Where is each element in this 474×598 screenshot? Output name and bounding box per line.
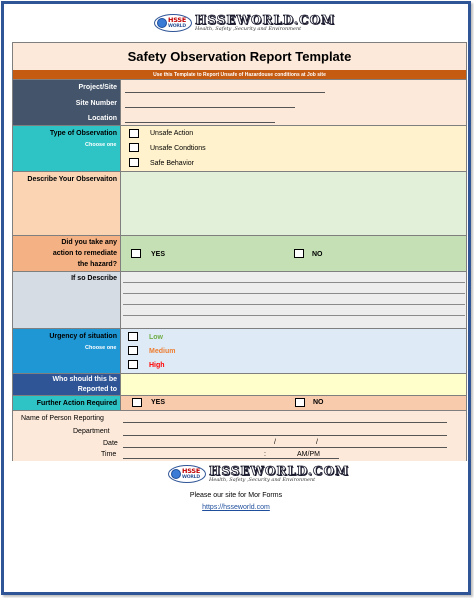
further-no-label: NO	[313, 399, 324, 406]
location-label: Location	[87, 115, 117, 122]
date-field[interactable]	[123, 447, 447, 448]
further-no-checkbox[interactable]	[295, 398, 305, 407]
unsafe-conditions-option: Unsafe Condtions	[150, 145, 206, 152]
if-so-line-2	[123, 293, 465, 294]
remediate-label-line-1: Did you take any	[61, 239, 117, 246]
time-separator: :	[264, 451, 266, 458]
globe-icon	[157, 18, 167, 28]
further-action-section	[13, 395, 466, 410]
urgency-values	[121, 329, 466, 373]
further-action-values	[121, 396, 466, 410]
bottom-logo	[168, 465, 349, 483]
time-ampm: AM/PM	[297, 451, 320, 458]
name-label: Name of Person Reporting	[21, 415, 104, 422]
safe-behavior-option: Safe Behavior	[150, 160, 194, 167]
remediate-label-line-3: the hazard?	[77, 261, 117, 268]
remediate-label-cell	[13, 236, 121, 271]
logo-tagline: Health, Safety ,Security and Environment	[209, 477, 316, 483]
site-number-label: Site Number	[75, 100, 117, 107]
reporter-section	[13, 410, 466, 461]
urgency-medium-checkbox[interactable]	[128, 346, 138, 355]
date-label: Date	[103, 440, 118, 447]
remediate-yes-label: YES	[151, 251, 166, 258]
project-section	[13, 79, 466, 125]
describe-section	[13, 171, 466, 235]
logo-badge-bottom	[168, 465, 206, 483]
urgency-section	[13, 328, 466, 373]
project-values	[121, 80, 466, 125]
safe-behavior-checkbox[interactable]	[129, 158, 139, 167]
form-title: Safety Observation Report Template	[13, 43, 466, 70]
top-logo	[154, 14, 335, 32]
globe-icon	[171, 469, 181, 479]
report-to-label-line-2: Reported to	[77, 386, 117, 393]
urgency-label: Urgency of situation	[49, 333, 117, 340]
project-site-label: Project/Site	[78, 84, 117, 91]
document-page	[1, 1, 471, 595]
urgency-hint: Choose one	[85, 345, 117, 351]
if-so-line-1	[123, 282, 465, 283]
location-field[interactable]	[125, 122, 275, 123]
remediate-no-label: NO	[312, 251, 323, 258]
time-label: Time	[101, 451, 117, 458]
project-site-field[interactable]	[125, 92, 325, 93]
date-separator-2: /	[316, 439, 318, 446]
unsafe-action-option: Unsafe Action	[150, 130, 194, 137]
type-values	[121, 126, 466, 171]
urgency-medium-option: Medium	[149, 348, 176, 355]
urgency-high-checkbox[interactable]	[128, 360, 138, 369]
logo-badge-text: HSSE	[182, 467, 201, 475]
remediate-no-checkbox[interactable]	[294, 249, 304, 258]
describe-label-cell	[13, 172, 121, 235]
department-label: Department	[73, 428, 110, 435]
logo-badge-subtext: WORLD	[168, 24, 186, 29]
if-so-field[interactable]	[121, 272, 466, 328]
footer-link[interactable]: https://hsseworld.com	[202, 504, 270, 511]
unsafe-action-checkbox[interactable]	[129, 129, 139, 138]
project-labels	[13, 80, 121, 125]
unsafe-conditions-checkbox[interactable]	[129, 143, 139, 152]
type-label: Type of Observation	[49, 130, 117, 137]
type-section	[13, 125, 466, 171]
date-separator-1: /	[274, 439, 276, 446]
further-action-label: Further Action Required	[36, 400, 117, 407]
describe-label: Describe Your Observaiton	[27, 176, 117, 183]
if-so-section	[13, 271, 466, 328]
remediate-label-line-2: action to remediate	[52, 250, 117, 257]
logo-tagline: Health, Safety ,Security and Environment	[195, 26, 302, 32]
report-to-label-cell	[13, 374, 121, 395]
urgency-high-option: High	[149, 362, 165, 369]
logo-title: HSSEWORLD.COM	[209, 464, 350, 478]
report-to-label-line-1: Who should this be	[52, 376, 117, 383]
type-label-cell	[13, 126, 121, 171]
urgency-low-option: Low	[149, 334, 163, 341]
further-yes-label: YES	[151, 399, 166, 406]
urgency-label-cell	[13, 329, 121, 373]
further-label-cell	[13, 396, 121, 410]
remediate-yes-checkbox[interactable]	[131, 249, 141, 258]
if-so-label-cell	[13, 272, 121, 328]
observation-form	[12, 42, 467, 461]
if-so-line-3	[123, 304, 465, 305]
name-field[interactable]	[123, 422, 447, 423]
urgency-low-checkbox[interactable]	[128, 332, 138, 341]
if-so-line-4	[123, 315, 465, 316]
report-to-field[interactable]	[121, 374, 466, 395]
department-field[interactable]	[123, 435, 447, 436]
logo-badge-subtext: WORLD	[182, 475, 200, 480]
time-field[interactable]	[123, 458, 339, 459]
logo-title: HSSEWORLD.COM	[195, 13, 336, 27]
if-so-label: If so Describe	[71, 275, 117, 282]
type-hint: Choose one	[85, 142, 117, 148]
report-to-section	[13, 373, 466, 395]
form-subtitle: Use this Template to Report Unsafe of Hazardouse conditions at Job site	[13, 70, 466, 79]
logo-badge	[154, 14, 192, 32]
footer-message: Please our site for Mor Forms	[189, 492, 283, 499]
logo-badge-text: HSSE	[168, 16, 187, 24]
further-yes-checkbox[interactable]	[132, 398, 142, 407]
remediate-values	[121, 236, 466, 271]
site-number-field[interactable]	[125, 107, 295, 108]
describe-field[interactable]	[121, 172, 466, 235]
remediate-section	[13, 235, 466, 271]
